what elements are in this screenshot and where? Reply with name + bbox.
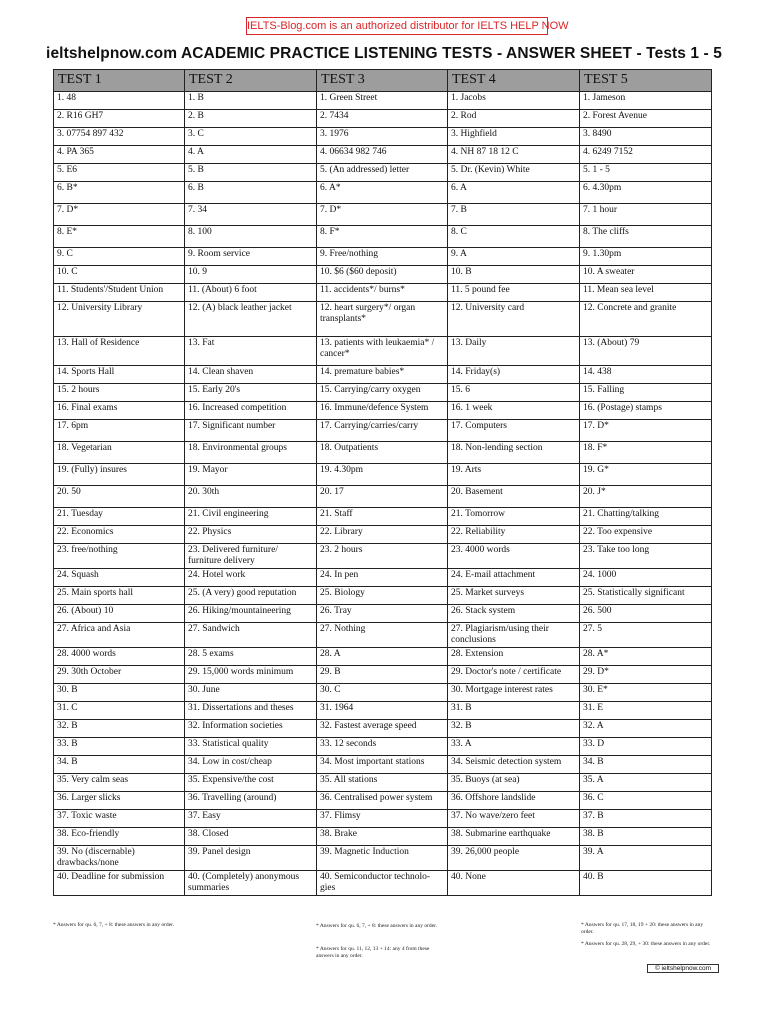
answer-cell-test4: 15. 6 [448,384,580,402]
answer-cell-test5: 10. A sweater [580,266,712,284]
answer-cell-test1: 34. B [54,756,185,774]
answer-cell-test2: 32. Information societies [185,720,317,738]
answer-cell-test2: 30. June [185,684,317,702]
table-row [54,526,712,544]
table-row [54,587,712,605]
answer-cell-test2: 22. Physics [185,526,317,544]
table-row [54,569,712,587]
answer-cell-test3: 29. B [317,666,448,684]
column-header-test-3: TEST 3 [317,70,448,92]
answer-cell-test5: 34. B [580,756,712,774]
answer-cell-test5: 19. G* [580,464,712,486]
footnote-test5-b: * Answers for qu. 28, 29, + 30: these answers in any order. [581,941,711,947]
answer-cell-test1: 40. Deadline for submission [54,871,185,896]
table-row [54,366,712,384]
answer-cell-test3: 18. Outpatients [317,442,448,464]
answer-cell-test5: 33. D [580,738,712,756]
answer-cell-test5: 35. A [580,774,712,792]
answer-cell-test2: 36. Travelling (around) [185,792,317,810]
answer-cell-test4: 29. Doctor's note / certificate [448,666,580,684]
answer-cell-test5: 5. 1 - 5 [580,164,712,182]
answer-cell-test5: 11. Mean sea level [580,284,712,302]
table-row [54,266,712,284]
answer-cell-test1: 38. Eco-friendly [54,828,185,846]
answer-cell-test3: 32. Fastest average speed [317,720,448,738]
answer-cell-test1: 13. Hall of Residence [54,337,185,366]
answer-cell-test4: 19. Arts [448,464,580,486]
answer-cell-test2: 23. Delivered furniture/ furniture delivery [185,544,317,569]
answer-cell-test3: 5. (An addressed) letter [317,164,448,182]
column-header-test-1: TEST 1 [54,70,185,92]
answer-cell-test5: 32. A [580,720,712,738]
column-header-test-2: TEST 2 [185,70,317,92]
answer-cell-test5: 36. C [580,792,712,810]
answer-cell-test3: 36. Centralised power system [317,792,448,810]
answer-cell-test1: 1. 48 [54,92,185,110]
table-row [54,384,712,402]
answer-cell-test5: 9. 1.30pm [580,248,712,266]
answer-cell-test4: 17. Computers [448,420,580,442]
answer-cell-test2: 17. Significant number [185,420,317,442]
answer-cell-test4: 8. C [448,226,580,248]
column-header-test-4: TEST 4 [448,70,580,92]
footnote-test1: * Answers for qu. 6, 7, + 8: these answers in any order. [53,922,175,928]
answer-cell-test1: 2. R16 GH7 [54,110,185,128]
answer-cell-test2: 35. Expensive/the cost [185,774,317,792]
answer-cell-test3: 6. A* [317,182,448,204]
answer-cell-test4: 6. A [448,182,580,204]
answer-cell-test5: 18. F* [580,442,712,464]
answer-cell-test4: 9. A [448,248,580,266]
answer-cell-test1: 29. 30th October [54,666,185,684]
answer-cell-test4: 30. Mortgage interest rates [448,684,580,702]
footnote-test5-a: * Answers for qu. 17, 18, 19 + 20: these answers in any order. [581,922,704,935]
answer-cell-test5: 6. 4.30pm [580,182,712,204]
answer-cell-test1: 12. University Library [54,302,185,337]
answer-cell-test2: 12. (A) black leather jacket [185,302,317,337]
answer-cell-test2: 16. Increased competition [185,402,317,420]
answer-cell-test2: 20. 30th [185,486,317,508]
answer-cell-test4: 5. Dr. (Kevin) White [448,164,580,182]
answer-cell-test4: 11. 5 pound fee [448,284,580,302]
table-row [54,666,712,684]
answer-cell-test3: 23. 2 hours [317,544,448,569]
table-row [54,146,712,164]
answer-cell-test5: 8. The cliffs [580,226,712,248]
answer-cell-test1: 22. Economics [54,526,185,544]
answer-cell-test3: 34. Most important stations [317,756,448,774]
answer-cell-test1: 18. Vegetarian [54,442,185,464]
copyright-brand: © ieltshelpnow.com [647,964,719,973]
answer-cell-test4: 24. E-mail attachment [448,569,580,587]
answer-cell-test2: 38. Closed [185,828,317,846]
table-row [54,226,712,248]
answer-cell-test3: 25. Biology [317,587,448,605]
distributor-banner: IELTS-Blog.com is an authorized distributor for IELTS HELP NOW [246,17,548,35]
table-row [54,508,712,526]
answer-cell-test2: 33. Statistical quality [185,738,317,756]
answer-cell-test4: 10. B [448,266,580,284]
answer-cell-test1: 11. Students'/Student Union [54,284,185,302]
table-row [54,92,712,110]
answer-cell-test3: 17. Carrying/carries/carry [317,420,448,442]
answer-cell-test3: 22. Library [317,526,448,544]
answer-cell-test5: 14. 438 [580,366,712,384]
answer-cell-test3: 28. A [317,648,448,666]
answer-cell-test3: 19. 4.30pm [317,464,448,486]
answer-cell-test3: 24. In pen [317,569,448,587]
table-row [54,846,712,871]
answer-cell-test1: 28. 4000 words [54,648,185,666]
answer-cell-test2: 34. Low in cost/cheap [185,756,317,774]
answer-cell-test4: 22. Reliability [448,526,580,544]
table-row [54,182,712,204]
answer-cell-test5: 1. Jameson [580,92,712,110]
answer-cell-test3: 39. Magnetic Induction [317,846,448,871]
answer-cell-test1: 31. C [54,702,185,720]
answer-cell-test2: 39. Panel design [185,846,317,871]
answer-cell-test1: 7. D* [54,204,185,226]
table-row [54,284,712,302]
answer-cell-test3: 37. Flimsy [317,810,448,828]
answer-cell-test1: 5. E6 [54,164,185,182]
table-row [54,442,712,464]
table-row [54,204,712,226]
answer-cell-test2: 9. Room service [185,248,317,266]
table-row [54,128,712,146]
answer-cell-test1: 25. Main sports hall [54,587,185,605]
answer-cell-test1: 15. 2 hours [54,384,185,402]
answer-cell-test2: 7. 34 [185,204,317,226]
answer-cell-test5: 25. Statistically significant [580,587,712,605]
answer-cell-test2: 8. 100 [185,226,317,248]
table-row [54,605,712,623]
answer-cell-test4: 32. B [448,720,580,738]
answer-cell-test3: 2. 7434 [317,110,448,128]
answer-cell-test2: 31. Dissertations and theses [185,702,317,720]
table-row [54,756,712,774]
answer-cell-test2: 11. (About) 6 foot [185,284,317,302]
answer-cell-test2: 24. Hotel work [185,569,317,587]
answer-cell-test2: 10. 9 [185,266,317,284]
answer-cell-test1: 35. Very calm seas [54,774,185,792]
table-row [54,702,712,720]
answer-cell-test5: 30. E* [580,684,712,702]
answer-cell-test1: 8. E* [54,226,185,248]
answer-cell-test4: 28. Extension [448,648,580,666]
answer-cell-test2: 1. B [185,92,317,110]
answer-cell-test1: 16. Final exams [54,402,185,420]
answer-cell-test5: 16. (Postage) stamps [580,402,712,420]
answer-cell-test5: 15. Falling [580,384,712,402]
answer-cell-test1: 3. 07754 897 432 [54,128,185,146]
table-row [54,738,712,756]
answer-cell-test2: 14. Clean shaven [185,366,317,384]
answer-cell-test4: 20. Basement [448,486,580,508]
answer-cell-test5: 31. E [580,702,712,720]
answer-cell-test2: 28. 5 exams [185,648,317,666]
answer-cell-test5: 28. A* [580,648,712,666]
table-row [54,684,712,702]
table-row [54,720,712,738]
answer-cell-test3: 12. heart surgery*/ organ transplants* [317,302,448,337]
answer-cell-test2: 21. Civil engineering [185,508,317,526]
answer-cell-test5: 21. Chatting/talking [580,508,712,526]
answer-cell-test1: 23. free/nothing [54,544,185,569]
answer-cell-test2: 3. C [185,128,317,146]
column-header-test-5: TEST 5 [580,70,712,92]
answer-cell-test5: 3. 8490 [580,128,712,146]
table-row [54,420,712,442]
table-row [54,828,712,846]
answer-cell-test2: 5. B [185,164,317,182]
answer-cell-test1: 9. C [54,248,185,266]
answer-cell-test3: 14. premature babies* [317,366,448,384]
answer-cell-test4: 2. Rod [448,110,580,128]
answer-cell-test1: 10. C [54,266,185,284]
table-row [54,774,712,792]
answer-cell-test4: 37. No wave/zero feet [448,810,580,828]
answer-cell-test3: 40. Semiconductor technolo-gies [317,871,448,896]
answer-cell-test3: 16. Immune/defence System [317,402,448,420]
table-row [54,464,712,486]
answer-cell-test4: 1. Jacobs [448,92,580,110]
table-row [54,486,712,508]
answer-cell-test1: 19. (Fully) insures [54,464,185,486]
table-row [54,792,712,810]
answer-cell-test2: 18. Environmental groups [185,442,317,464]
answer-cell-test2: 15. Early 20's [185,384,317,402]
answer-cell-test5: 26. 500 [580,605,712,623]
answer-cell-test4: 36. Offshore landslide [448,792,580,810]
footnote-test3-b: * Answers for qu. 11, 12, 13 + 14: any 4 from these answers in any order. [316,946,430,959]
table-row [54,648,712,666]
answer-cell-test2: 4. A [185,146,317,164]
table-row [54,164,712,182]
answer-cell-test3: 20. 17 [317,486,448,508]
answer-cell-test2: 13. Fat [185,337,317,366]
answer-cell-test5: 13. (About) 79 [580,337,712,366]
answer-cell-test5: 38. B [580,828,712,846]
answer-cell-test3: 30. C [317,684,448,702]
table-row [54,544,712,569]
answer-cell-test4: 40. None [448,871,580,896]
answer-cell-test5: 22. Too expensive [580,526,712,544]
answer-cell-test3: 11. accidents*/ burns* [317,284,448,302]
answer-cell-test4: 3. Highfield [448,128,580,146]
answer-cell-test5: 4. 6249 7152 [580,146,712,164]
answer-cell-test2: 2. B [185,110,317,128]
answer-cell-test4: 25. Market surveys [448,587,580,605]
table-row [54,248,712,266]
answer-cell-test3: 31. 1964 [317,702,448,720]
answer-cell-test1: 27. Africa and Asia [54,623,185,648]
table-row [54,302,712,337]
answer-cell-test4: 38. Submarine earthquake [448,828,580,846]
answer-cell-test5: 29. D* [580,666,712,684]
answer-cell-test5: 27. 5 [580,623,712,648]
answer-cell-test4: 27. Plagiarism/using their conclusions [448,623,580,648]
answer-cell-test5: 17. D* [580,420,712,442]
answer-cell-test4: 34. Seismic detection system [448,756,580,774]
answer-cell-test3: 9. Free/nothing [317,248,448,266]
answer-cell-test4: 14. Friday(s) [448,366,580,384]
table-row [54,402,712,420]
answer-cell-test1: 6. B* [54,182,185,204]
answer-cell-test4: 35. Buoys (at sea) [448,774,580,792]
answer-cell-test1: 30. B [54,684,185,702]
answer-cell-test2: 26. Hiking/mountaineering [185,605,317,623]
answer-cell-test1: 37. Toxic waste [54,810,185,828]
answer-cell-test1: 21. Tuesday [54,508,185,526]
answer-cell-test4: 12. University card [448,302,580,337]
answer-cell-test1: 17. 6pm [54,420,185,442]
answer-cell-test5: 7. 1 hour [580,204,712,226]
answer-cell-test5: 23. Take too long [580,544,712,569]
answer-cell-test3: 4. 06634 982 746 [317,146,448,164]
answer-cell-test3: 35. All stations [317,774,448,792]
answer-cell-test1: 39. No (discernable) drawbacks/none [54,846,185,871]
answer-cell-test1: 24. Squash [54,569,185,587]
answer-cell-test2: 25. (A very) good reputation [185,587,317,605]
answer-cell-test1: 14. Sports Hall [54,366,185,384]
answer-cell-test3: 33. 12 seconds [317,738,448,756]
table-row [54,810,712,828]
answer-cell-test5: 20. J* [580,486,712,508]
answer-cell-test1: 20. 50 [54,486,185,508]
answer-cell-test1: 32. B [54,720,185,738]
answer-cell-test4: 16. 1 week [448,402,580,420]
answer-cell-test5: 40. B [580,871,712,896]
answer-cell-test1: 4. PA 365 [54,146,185,164]
table-row [54,623,712,648]
answer-cell-test4: 21. Tomorrow [448,508,580,526]
answer-cell-test2: 37. Easy [185,810,317,828]
table-header-row [54,70,712,92]
answer-table [53,69,712,896]
answer-cell-test2: 40. (Completely) anonymous summaries [185,871,317,896]
answer-cell-test1: 36. Larger slicks [54,792,185,810]
page-title: ieltshelpnow.com ACADEMIC PRACTICE LISTENING TESTS - ANSWER SHEET - Tests 1 - 5 [46,45,722,62]
answer-cell-test3: 26. Tray [317,605,448,623]
answer-cell-test5: 24. 1000 [580,569,712,587]
answer-cell-test1: 33. B [54,738,185,756]
answer-cell-test3: 27. Nothing [317,623,448,648]
answer-cell-test4: 39. 26,000 people [448,846,580,871]
answer-cell-test4: 26. Stack system [448,605,580,623]
answer-cell-test4: 18. Non-lending section [448,442,580,464]
answer-cell-test5: 37. B [580,810,712,828]
answer-cell-test4: 33. A [448,738,580,756]
answer-cell-test4: 31. B [448,702,580,720]
table-row [54,110,712,128]
table-body [54,92,712,896]
answer-cell-test2: 27. Sandwich [185,623,317,648]
answer-cell-test4: 13. Daily [448,337,580,366]
answer-cell-test2: 6. B [185,182,317,204]
table-row [54,337,712,366]
answer-cell-test3: 10. $6 ($60 deposit) [317,266,448,284]
answer-cell-test3: 7. D* [317,204,448,226]
answer-cell-test3: 38. Brake [317,828,448,846]
answer-cell-test5: 39. A [580,846,712,871]
answer-cell-test3: 3. 1976 [317,128,448,146]
answer-cell-test4: 7. B [448,204,580,226]
answer-cell-test3: 8. F* [317,226,448,248]
answer-cell-test1: 26. (About) 10 [54,605,185,623]
answer-cell-test4: 23. 4000 words [448,544,580,569]
answer-cell-test3: 21. Staff [317,508,448,526]
answer-cell-test5: 2. Forest Avenue [580,110,712,128]
answer-cell-test2: 19. Mayor [185,464,317,486]
answer-cell-test3: 1. Green Street [317,92,448,110]
answer-cell-test3: 13. patients with leukaemia* / cancer* [317,337,448,366]
answer-cell-test4: 4. NH 87 18 12 C [448,146,580,164]
answer-cell-test3: 15. Carrying/carry oxygen [317,384,448,402]
footnote-test3-a: * Answers for qu. 6, 7, + 8: these answers in any order. [316,923,438,929]
answer-cell-test5: 12. Concrete and granite [580,302,712,337]
answer-cell-test2: 29. 15,000 words minimum [185,666,317,684]
table-row [54,871,712,896]
